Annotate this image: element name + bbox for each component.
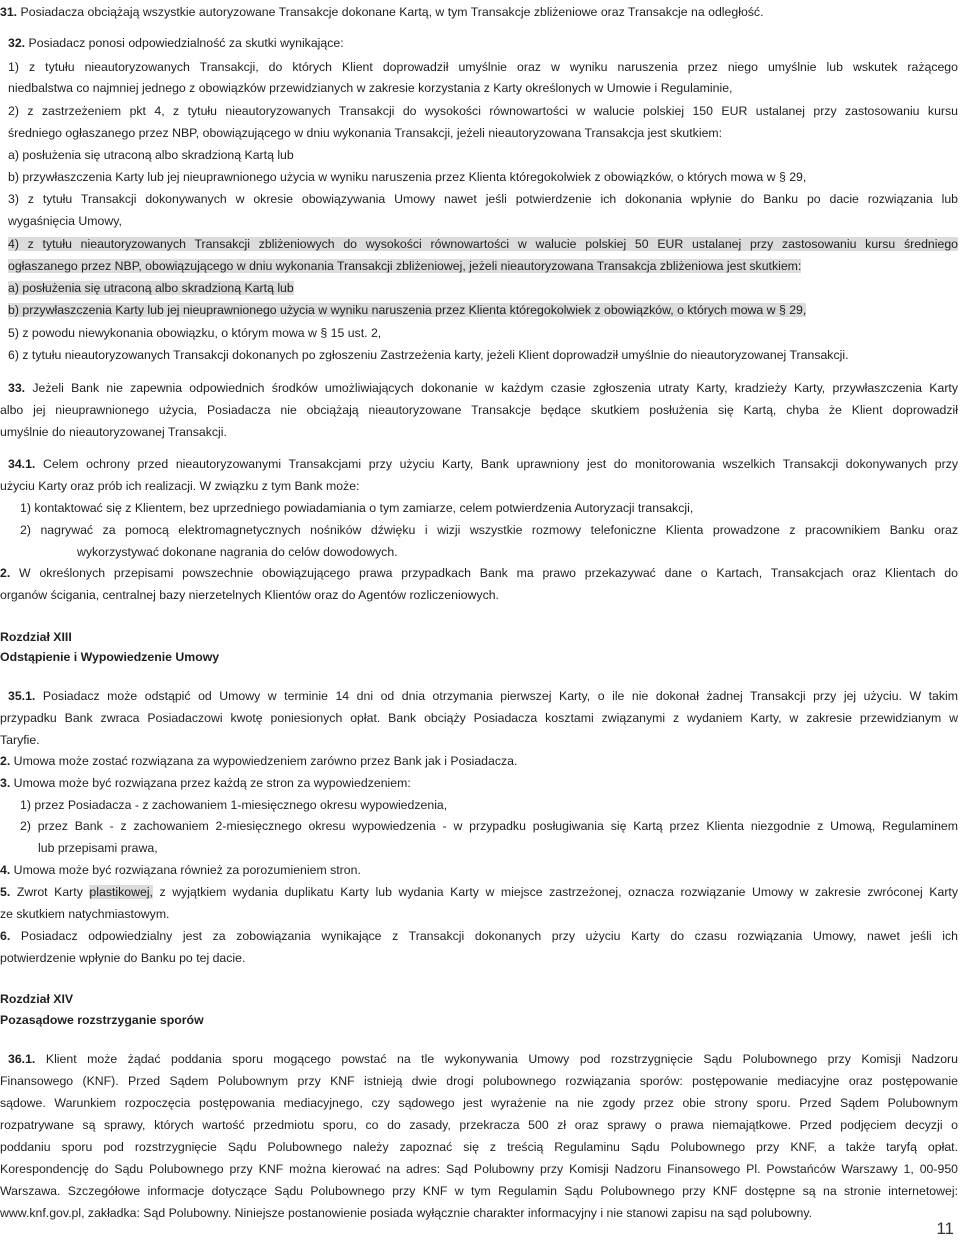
- line-text: b) przywłaszczenia Karty lub jej nieuprawnionego użycia w wyniku naruszenia przez Klienta któregokolwiek z obowiązków, o których mowa w § 29,: [8, 170, 807, 184]
- line-text: Finansowego (KNF). Przed Sądem Polubownym przy KNF istnieją dwie drogi polubownego rozwiązania sporów: postępowanie mediacyjne oraz postępowanie: [0, 1074, 958, 1088]
- line-text: W określonych przepisami powszechnie obowiązującego prawa przypadkach Bank ma prawo przekazywać dane o Kartach, Transakcjach oraz Klientach do: [10, 566, 958, 580]
- text-line: [20, 498, 958, 519]
- text-line: [0, 1137, 958, 1158]
- text-line: [0, 882, 958, 903]
- clause-number: 3.: [0, 776, 11, 790]
- text-line: [8, 211, 958, 232]
- text-line: [8, 78, 958, 99]
- line-text: 2) z zastrzeżeniem pkt 4, z tytułu nieautoryzowanych Transakcji do wysokości równowartości w walucie polskiej 150 EUR ustalanej przy zastosowaniu kursu: [8, 104, 958, 118]
- page-number: 11: [936, 1219, 954, 1238]
- text-line: [0, 948, 958, 969]
- line-text: Korespondencję do Sądu Polubownego przy KNF można kierować na adres: Sąd Polubowny przy Komisji Nadzoru Finansowego Pl. Powstańców Warszawy 1, 00-950: [0, 1162, 958, 1176]
- line-text: wygaśnięcia Umowy,: [8, 214, 122, 228]
- text-line: [8, 33, 958, 54]
- line-text: lub przepisami prawa,: [38, 841, 158, 855]
- line-text: 1) kontaktować się z Klientem, bez uprzedniego powiadamiania o tym zamiarze, celem potwierdzenia Autoryzacji transakcji,: [20, 501, 694, 515]
- text-line: [0, 2, 958, 23]
- text-line: [0, 730, 958, 751]
- text-line: [0, 773, 958, 794]
- line-text: Umowa może być rozwiązana również za porozumieniem stron.: [10, 863, 361, 877]
- line-text: sądowe. Warunkiem rozpoczęcia postępowania mediacyjnego, czy sądowego jest wyrażenie na nie zgody przez obie strony sporu. Przed Sądem Polubownym: [0, 1096, 958, 1110]
- text-line: [0, 1203, 958, 1224]
- line-text: 2) przez Bank - z zachowaniem 2-miesięcznego okresu wypowiedzenia - w przypadku posługiwania się Kartą przez Klienta niezgodnie z Umową, Regulaminem: [20, 819, 958, 833]
- clause-number: 4.: [0, 863, 11, 877]
- clause-number: 31.: [0, 5, 18, 19]
- line-text: Rozdział XIV: [0, 992, 74, 1006]
- text-line: [0, 708, 958, 729]
- line-text: użyciu Karty oraz prób ich realizacji. W związku z tym Bank może:: [0, 479, 360, 493]
- clause-number: 34.1.: [8, 457, 36, 471]
- line-text: wykorzystywać dokonane nagrania do celów dowodowych.: [77, 545, 398, 559]
- text-line: [0, 400, 958, 421]
- highlighted-word: plastikowej,: [89, 885, 153, 899]
- text-line: [77, 542, 958, 563]
- line-text: Taryfie.: [0, 733, 40, 747]
- text-line: [0, 1181, 958, 1202]
- line-text: poddaniu sporu pod rozstrzygnięcie Sądu Polubownego należy zapoznać się z treścią Regulaminu Sądu Polubownego przy KNF, a także taryfą opłat.: [0, 1140, 958, 1154]
- line-text: 1) przez Posiadacza - z zachowaniem 1-miesięcznego okresu wypowiedzenia,: [20, 798, 448, 812]
- text-line: [8, 189, 958, 210]
- text-line: [0, 563, 958, 584]
- line-text: Celem ochrony przed nieautoryzowanymi Transakcjami przy użyciu Karty, Bank uprawniony jest do monitorowania wszelkich Transakcji dokonywanych przy: [35, 457, 958, 471]
- line-text: 3) z tytułu Transakcji dokonywanych w okresie obowiązywania Umowy nawet jeśli potwierdzenie ich dokonania wpłynie do Banku po dacie rozwiązania lub: [8, 192, 958, 206]
- line-text: Klient może żądać poddania sporu mogącego powstać na tle wykonywania Umowy pod rozstrzygnięcie Sądu Polubownego przy Komisji Nadzoru: [35, 1052, 958, 1066]
- text-line: [0, 904, 958, 925]
- text-line: [0, 1093, 958, 1114]
- line-text: a) posłużenia się utraconą albo skradzioną Kartą lub: [8, 281, 294, 295]
- text-line: [8, 101, 958, 122]
- clause-number: 36.1.: [8, 1052, 36, 1066]
- text-line: [8, 123, 958, 144]
- line-text: Jeżeli Bank nie zapewnia odpowiednich środków umożliwiających dokonanie w każdym czasie zgłoszenia utraty Karty, kradzieży Karty, przywłaszczenia Karty: [25, 381, 958, 395]
- text-line: [0, 860, 958, 881]
- text-line: [8, 378, 958, 399]
- text-line: [0, 476, 958, 497]
- line-text: Posiadacz może odstąpić od Umowy w terminie 14 dni od dnia otrzymania pierwszej Karty, o ile nie dokonał żadnej Transakcji przy jej użyciu. W takim: [35, 689, 958, 703]
- line-text: Warszawa. Szczegółowe informacje dotyczące Sądu Polubownego przy KNF w tym Regulamin Sądu Polubownego przy KNF dostępne są na stronie internetowej:: [0, 1184, 958, 1198]
- line-text: ogłaszanego przez NBP, obowiązującego w dniu wykonania Transakcji zbliżeniowej, jeżeli nieautoryzowana Transakcja zbliżeniowa jest skutkiem:: [8, 259, 802, 273]
- section-heading: [0, 627, 958, 648]
- text-line: [20, 520, 958, 541]
- line-text: umyślnie do nieautoryzowanej Transakcji.: [0, 425, 227, 439]
- section-heading: [0, 1010, 958, 1031]
- line-text: Rozdział XIII: [0, 630, 72, 644]
- text-line: [8, 686, 958, 707]
- text-line: [0, 1115, 958, 1136]
- line-text: albo jej nieuprawnionego użycia, Posiadacza nie obciążają nieautoryzowane Transakcje będące skutkiem posłużenia się Kartą, chyba że Klient doprowadził: [0, 403, 958, 417]
- line-text: Odstąpienie i Wypowiedzenie Umowy: [0, 650, 220, 664]
- text-line: [20, 816, 958, 837]
- text-line: [8, 323, 958, 344]
- line-text: 5) z powodu niewykonania obowiązku, o którym mowa w § 15 ust. 2,: [8, 326, 382, 340]
- text-line: [0, 1159, 958, 1180]
- text-line: [8, 167, 958, 188]
- text-line: [0, 926, 958, 947]
- clause-number: 2.: [0, 754, 11, 768]
- line-text: a) posłużenia się utraconą albo skradzioną Kartą lub: [8, 148, 294, 162]
- line-text: 6) z tytułu nieautoryzowanych Transakcji dokonanych po zgłoszeniu Zastrzeżenia karty, jeżeli Klient doprowadził umyślnie do nieautoryzowanej Transakcji.: [8, 348, 849, 362]
- text-line: [0, 422, 958, 443]
- clause-number: 32.: [8, 36, 26, 50]
- line-text: Pozasądowe rozstrzyganie sporów: [0, 1013, 204, 1027]
- section-heading: [0, 989, 958, 1010]
- text-line: [8, 345, 958, 366]
- line-text: Umowa może być rozwiązana przez każdą ze stron za wypowiedzeniem:: [10, 776, 411, 790]
- line-text: niedbalstwa co najmniej jednego z obowiązków przewidzianych w zakresie korzystania z Karty określonych w Umowie i Regulaminie,: [8, 81, 733, 95]
- line-text: Posiadacza obciążają wszystkie autoryzowane Transakcje dokonane Kartą, w tym Transakcje zbliżeniowe oraz Transakcje na odległość.: [17, 5, 764, 19]
- text-line: [8, 1049, 958, 1070]
- line-text: organów ścigania, centralnej bazy nierzetelnych Klientów oraz do Agentów rozliczeniowych.: [0, 588, 499, 602]
- text-line: [8, 454, 958, 475]
- clause-number: 35.1.: [8, 689, 36, 703]
- line-text: www.knf.gov.pl, zakładka: Sąd Polubowny. Niniejsze postanowienie posiada wyłącznie charakter informacyjny i nie stanowi zapisu na sąd polubowny.: [0, 1206, 813, 1220]
- line-text: przypadku Bank zwraca Posiadaczowi kwotę poniesionych opłat. Bank obciąży Posiadacza kosztami związanymi z wydaniem Karty, w zakresie przewidzianym w: [0, 711, 958, 725]
- clause-number: 33.: [8, 381, 26, 395]
- line-text: ze skutkiem natychmiastowym.: [0, 907, 170, 921]
- text-line: [8, 278, 958, 299]
- line-text: Zwrot Karty plastikowej, z wyjątkiem wydania duplikatu Karty lub wydania Karty w miejsce zastrzeżonej, oznacza rozwiązanie Umowy w zakresie zwróconej Karty: [10, 885, 958, 899]
- line-text: b) przywłaszczenia Karty lub jej nieuprawnionego użycia w wyniku naruszenia przez Klienta któregokolwiek z obowiązków, o których mowa w § 29,: [8, 303, 807, 317]
- text-line: [8, 234, 958, 255]
- text-line: [8, 57, 958, 78]
- line-text: średniego ogłaszanego przez NBP, obowiązującego w dniu wykonania Transakcji, jeżeli nieautoryzowana Transakcja jest skutkiem:: [8, 126, 723, 140]
- text-line: [8, 300, 958, 321]
- line-text: 1) z tytułu nieautoryzowanych Transakcji, do których Klient doprowadził umyślnie oraz w wyniku naruszenia przez niego umyślnie lub wskutek rażącego: [8, 60, 958, 74]
- line-text: potwierdzenie wpłynie do Banku po tej dacie.: [0, 951, 246, 965]
- line-text: Posiadacz ponosi odpowiedzialność za skutki wynikające:: [25, 36, 344, 50]
- clause-number: 6.: [0, 929, 11, 943]
- text-line: [8, 256, 958, 277]
- line-text: rozpatrywane są sprawy, których wartość przedmiotu sporu, co do zasady, przekracza 500 zł oraz sprawy o prawa niemajątkowe. Przed podjęciem decyzji o: [0, 1118, 958, 1132]
- text-line: [0, 1071, 958, 1092]
- text-line: [20, 795, 958, 816]
- text-line: [38, 838, 958, 859]
- line-text: Umowa może zostać rozwiązana za wypowiedzeniem zarówno przez Bank jak i Posiadacza.: [10, 754, 518, 768]
- text-line: [0, 585, 958, 606]
- line-text: 4) z tytułu nieautoryzowanych Transakcji zbliżeniowych do wysokości równowartości w walucie polskiej 50 EUR ustalanej przy zastosowaniu kursu średniego: [8, 237, 958, 251]
- line-text: Posiadacz odpowiedzialny jest za zobowiązania wynikające z Transakcji dokonanych przy użyciu Karty do czasu rozwiązania Umowy, nawet jeśli ich: [10, 929, 958, 943]
- text-line: [8, 145, 958, 166]
- text-line: [0, 751, 958, 772]
- clause-number: 5.: [0, 885, 11, 899]
- section-heading: [0, 647, 958, 668]
- line-text: 2) nagrywać za pomocą elektromagnetycznych nośników dźwięku i wizji wszystkie rozmowy telefoniczne Klienta prowadzone z pracownikiem Banku oraz: [20, 523, 958, 537]
- clause-number: 2.: [0, 566, 11, 580]
